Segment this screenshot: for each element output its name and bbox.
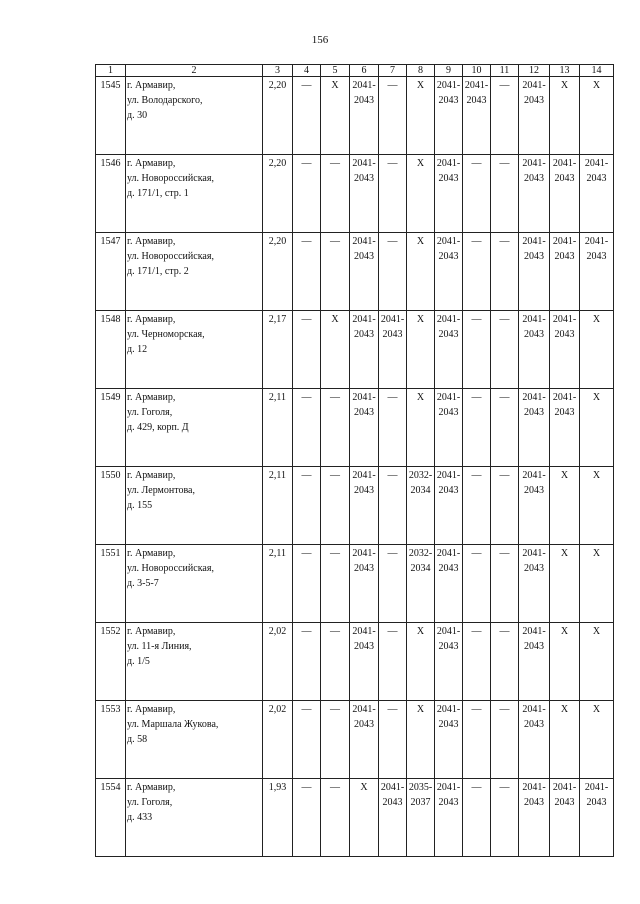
period-cell: 2041- 2043 [519,545,550,623]
period-cell: X [321,77,350,155]
period-cell: 2035- 2037 [407,779,435,857]
period-cell: 2041- 2043 [519,779,550,857]
row-number: 1548 [96,311,126,389]
table-row [96,311,614,389]
address-line: г. Армавир, [127,626,176,637]
period-cell: X [407,623,435,701]
period-cell: — [321,623,350,701]
column-header: 10 [463,65,491,77]
period-cell: 2041- 2043 [350,233,379,311]
period-cell: — [321,233,350,311]
period-cell: 2041- 2043 [350,311,379,389]
period-cell: — [293,545,321,623]
period-cell: 2041- 2043 [435,545,463,623]
period-cell: 2032- 2034 [407,467,435,545]
period-cell: — [491,701,519,779]
period-cell: 2041- 2043 [435,467,463,545]
address-cell [126,155,263,233]
address-line: г. Армавир, [127,158,176,169]
period-cell: 2041- 2043 [379,311,407,389]
period-cell: — [463,311,491,389]
address-line: д. 3-5-7 [127,578,159,589]
period-cell: 2041- 2043 [519,389,550,467]
registry-table [95,64,614,857]
table-row [96,779,614,857]
row-number: 1547 [96,233,126,311]
period-cell: 2041- 2043 [435,623,463,701]
address-cell [126,779,263,857]
period-cell: — [491,389,519,467]
period-cell: 2041- 2043 [519,155,550,233]
table-row [96,467,614,545]
period-cell: 2041- 2043 [519,623,550,701]
period-cell: X [321,311,350,389]
address-cell [126,389,263,467]
period-cell: 2041- 2043 [580,233,614,311]
period-cell: X [550,77,580,155]
column-header: 9 [435,65,463,77]
row-number: 1554 [96,779,126,857]
period-cell: 2041- 2043 [519,467,550,545]
period-cell: X [407,701,435,779]
column-header: 14 [580,65,614,77]
value-cell: 2,11 [263,545,293,623]
address-line: д. 171/1, стр. 2 [127,266,189,277]
value-cell: 2,20 [263,155,293,233]
period-cell: — [293,467,321,545]
period-cell: — [379,701,407,779]
address-line: ул. Новороссийская, [127,173,214,184]
period-cell: X [580,701,614,779]
period-cell: — [491,467,519,545]
address-line: г. Армавир, [127,392,176,403]
column-header: 3 [263,65,293,77]
period-cell: — [321,155,350,233]
period-cell: 2041- 2043 [350,155,379,233]
value-cell: 2,02 [263,701,293,779]
period-cell: — [293,155,321,233]
period-cell: 2041- 2043 [580,779,614,857]
address-line: д. 58 [127,734,148,745]
row-number: 1550 [96,467,126,545]
period-cell: — [463,545,491,623]
address-line: ул. Лермонтова, [127,485,195,496]
period-cell: — [321,779,350,857]
period-cell: — [321,545,350,623]
period-cell: — [293,233,321,311]
period-cell: 2041- 2043 [550,233,580,311]
period-cell: — [491,77,519,155]
address-line: ул. Черноморская, [127,329,205,340]
period-cell: X [580,311,614,389]
period-cell: — [321,467,350,545]
period-cell: — [379,389,407,467]
address-line: г. Армавир, [127,236,176,247]
column-header: 12 [519,65,550,77]
address-line: г. Армавир, [127,470,176,481]
period-cell: 2041- 2043 [350,545,379,623]
period-cell: 2041- 2043 [350,701,379,779]
period-cell: 2041- 2043 [519,311,550,389]
row-number: 1552 [96,623,126,701]
period-cell: 2041- 2043 [550,311,580,389]
period-cell: 2041- 2043 [350,389,379,467]
period-cell: — [463,701,491,779]
period-cell: — [491,545,519,623]
column-header: 8 [407,65,435,77]
period-cell: — [293,77,321,155]
page-number: 156 [311,34,329,46]
address-line: ул. Новороссийская, [127,251,214,262]
period-cell: 2041- 2043 [350,623,379,701]
address-line: г. Армавир, [127,314,176,325]
period-cell: — [379,467,407,545]
address-line: д. 433 [127,812,153,823]
period-cell: — [293,701,321,779]
address-cell [126,467,263,545]
period-cell: 2041- 2043 [519,233,550,311]
value-cell: 2,11 [263,467,293,545]
period-cell: — [379,77,407,155]
value-cell: 2,02 [263,623,293,701]
period-cell: — [293,779,321,857]
period-cell: 2041- 2043 [435,701,463,779]
period-cell: — [379,623,407,701]
column-header: 4 [293,65,321,77]
period-cell: 2041- 2043 [435,779,463,857]
period-cell: X [580,77,614,155]
period-cell: 2041- 2043 [435,77,463,155]
address-line: ул. Володарского, [127,95,203,106]
value-cell: 2,20 [263,77,293,155]
address-line: г. Армавир, [127,782,176,793]
row-number: 1545 [96,77,126,155]
period-cell: — [463,623,491,701]
period-cell: 2041- 2043 [350,77,379,155]
period-cell: — [463,155,491,233]
period-cell: 2041- 2043 [580,155,614,233]
period-cell: 2041- 2043 [435,233,463,311]
value-cell: 1,93 [263,779,293,857]
column-header: 1 [96,65,126,77]
period-cell: 2041- 2043 [350,467,379,545]
period-cell: — [463,389,491,467]
period-cell: X [407,155,435,233]
period-cell: 2041- 2043 [550,155,580,233]
period-cell: 2041- 2043 [435,389,463,467]
period-cell: 2032- 2034 [407,545,435,623]
period-cell: — [491,311,519,389]
period-cell: 2041- 2043 [550,779,580,857]
period-cell: X [580,467,614,545]
period-cell: 2041- 2043 [519,701,550,779]
header-row [96,65,614,77]
column-header: 13 [550,65,580,77]
period-cell: — [379,233,407,311]
value-cell: 2,17 [263,311,293,389]
address-line: д. 155 [127,500,153,511]
period-cell: — [379,155,407,233]
row-number: 1546 [96,155,126,233]
period-cell: 2041- 2043 [463,77,491,155]
address-cell [126,311,263,389]
table-row [96,701,614,779]
address-cell [126,545,263,623]
period-cell: X [350,779,379,857]
period-cell: — [463,467,491,545]
row-number: 1551 [96,545,126,623]
period-cell: X [550,623,580,701]
address-line: ул. 11-я Линия, [127,641,192,652]
table-row [96,545,614,623]
period-cell: 2041- 2043 [435,155,463,233]
period-cell: 2041- 2043 [550,389,580,467]
column-header: 7 [379,65,407,77]
value-cell: 2,20 [263,233,293,311]
period-cell: — [491,623,519,701]
period-cell: — [321,701,350,779]
period-cell: X [580,623,614,701]
period-cell: — [293,311,321,389]
period-cell: — [293,623,321,701]
address-line: д. 12 [127,344,148,355]
period-cell: X [550,701,580,779]
row-number: 1553 [96,701,126,779]
address-cell [126,623,263,701]
period-cell: — [463,779,491,857]
address-cell [126,701,263,779]
address-cell [126,233,263,311]
period-cell: — [321,389,350,467]
address-line: г. Армавир, [127,548,176,559]
column-header: 2 [126,65,263,77]
period-cell: — [379,545,407,623]
table-row [96,233,614,311]
period-cell: X [407,389,435,467]
table-row [96,389,614,467]
period-cell: — [491,233,519,311]
period-cell: 2041- 2043 [379,779,407,857]
address-line: г. Армавир, [127,80,176,91]
period-cell: X [407,311,435,389]
address-line: ул. Гоголя, [127,407,173,418]
table-row [96,155,614,233]
address-line: ул. Маршала Жукова, [127,719,219,730]
address-line: д. 1/5 [127,656,150,667]
period-cell: X [407,233,435,311]
period-cell: X [407,77,435,155]
column-header: 5 [321,65,350,77]
address-line: ул. Новороссийская, [127,563,214,574]
address-line: г. Армавир, [127,704,176,715]
address-line: д. 30 [127,110,148,121]
table-row [96,623,614,701]
period-cell: — [491,155,519,233]
period-cell: X [550,467,580,545]
address-line: ул. Гоголя, [127,797,173,808]
period-cell: X [580,389,614,467]
period-cell: X [580,545,614,623]
table-row [96,77,614,155]
period-cell: X [550,545,580,623]
period-cell: 2041- 2043 [519,77,550,155]
value-cell: 2,11 [263,389,293,467]
row-number: 1549 [96,389,126,467]
period-cell: — [293,389,321,467]
period-cell: — [491,779,519,857]
address-line: д. 171/1, стр. 1 [127,188,189,199]
period-cell: — [463,233,491,311]
column-header: 11 [491,65,519,77]
column-header: 6 [350,65,379,77]
address-cell [126,77,263,155]
period-cell: 2041- 2043 [435,311,463,389]
table-body [96,65,614,857]
address-line: д. 429, корп. Д [127,422,189,433]
